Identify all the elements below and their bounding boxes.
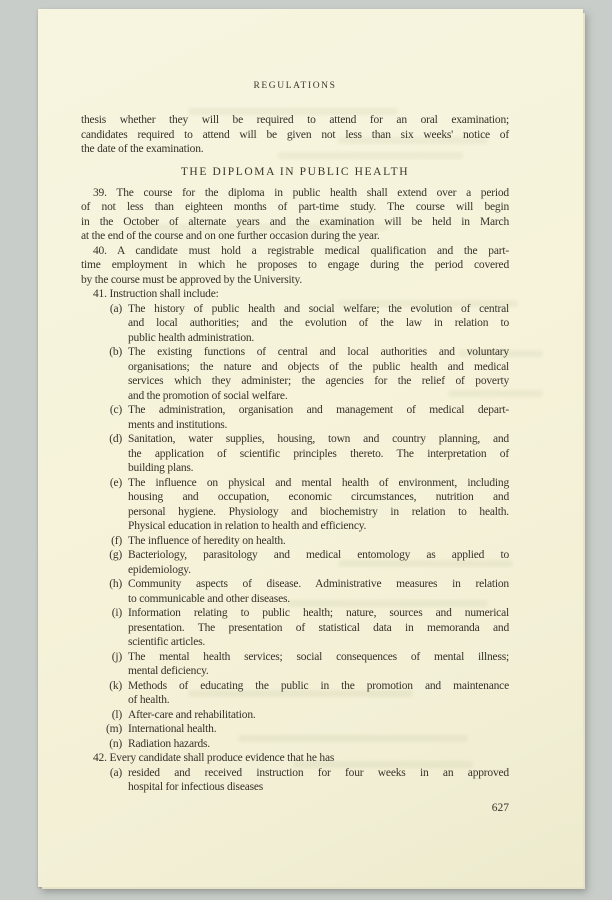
list-item [81, 577, 509, 606]
paragraph [81, 113, 509, 157]
text-line: After-care and rehabilitation. [128, 708, 256, 721]
text-line: of not less than eighteen months of part-time study. The course will begin [81, 201, 509, 213]
text-column [81, 9, 509, 815]
item-marker: (g) [109, 549, 122, 561]
text-line: Radiation hazards. [128, 737, 210, 750]
list-item [81, 476, 509, 534]
paragraph [81, 244, 509, 288]
list-item [81, 432, 509, 476]
text-line: the date of the examination. [81, 143, 204, 155]
item-marker: (f) [111, 534, 122, 547]
text-line: scientific articles. [128, 636, 206, 648]
text-line: epidemiology. [128, 563, 191, 576]
item-marker: (m) [105, 723, 122, 735]
item-marker: (j) [111, 650, 122, 663]
list-item [81, 548, 509, 577]
item-marker: (c) [109, 404, 122, 416]
text-line: of health. [128, 694, 170, 706]
item-marker: (e) [109, 476, 122, 489]
text-line: in the October of alternate years and the examination will be held in March [81, 215, 509, 228]
list-item [81, 403, 509, 432]
text-line: building plans. [128, 462, 194, 474]
list-item [81, 737, 509, 752]
text-line: thesis whether they will be required to attend for an oral examination; [81, 114, 509, 126]
list-item [81, 766, 509, 795]
paragraph [81, 287, 509, 302]
text-line: time employment in which he proposes to engage during the period covered [81, 259, 509, 271]
item-marker: (b) [109, 346, 122, 358]
text-line: to communicable and other diseases. [128, 592, 290, 605]
item-marker: (a) [109, 302, 122, 315]
list-item [81, 722, 509, 737]
text-line: ments and institutions. [128, 418, 228, 431]
list-item [81, 302, 509, 346]
text-line: organisations; the nature and objects of the public health and medical [128, 360, 509, 373]
text-line: The history of public health and social welfare; the evolution of central [128, 302, 509, 315]
text-line: 40. A candidate must hold a registrable medical qualification and the part- [93, 244, 509, 257]
text-line: mental deficiency. [128, 665, 209, 677]
text-line: by the course must be approved by the University. [81, 273, 302, 286]
item-marker: (l) [111, 708, 122, 721]
text-line: services which they administer; the agencies for the relief of poverty [128, 375, 509, 387]
item-marker: (a) [109, 766, 122, 779]
page-number: 627 [491, 801, 509, 814]
text-line: resided and received instruction for four weeks in an approved [128, 766, 509, 779]
text-line: candidates required to attend will be given not less than six weeks' notice of [81, 128, 509, 141]
list-item [81, 708, 509, 723]
text-line: Physical education in relation to health and efficiency. [128, 520, 367, 532]
list-item [81, 534, 509, 549]
text-line: presentation. The presentation of statistical data in memoranda and [128, 621, 509, 634]
text-line: Information relating to public health; nature, sources and numerical [128, 607, 509, 619]
item-marker: (k) [109, 679, 122, 692]
text-line: The mental health services; social consequences of mental illness; [128, 650, 509, 663]
text-line: 41. Instruction shall include: [93, 288, 219, 300]
text-line: The existing functions of central and local authorities and voluntary [128, 346, 509, 358]
paragraph [81, 751, 509, 766]
list-item [81, 679, 509, 708]
text-line: International health. [128, 723, 217, 735]
text-line: public health administration. [128, 331, 255, 344]
text-line: at the end of the course and on one further occasion during the year. [81, 230, 380, 242]
text-line: hospital for infectious diseases [128, 781, 264, 793]
text-line: The influence on physical and mental health of environment, including [128, 476, 509, 489]
paragraph [81, 186, 509, 244]
item-marker: (d) [109, 433, 122, 445]
text-line: Community aspects of disease. Administrative measures in relation [128, 578, 509, 590]
document-body [81, 113, 509, 795]
text-line: Methods of educating the public in the promotion and maintenance [128, 679, 509, 692]
text-line: The influence of heredity on health. [128, 534, 286, 547]
text-line: and local authorities; and the evolution of the law in relation to [128, 317, 509, 329]
text-line: personal hygiene. Physiology and biochemistry in relation to health. [128, 505, 509, 518]
item-marker: (i) [111, 607, 122, 619]
section-heading: THE DIPLOMA IN PUBLIC HEALTH [180, 165, 410, 178]
running-head: REGULATIONS [253, 81, 337, 91]
book-page [38, 9, 583, 887]
text-line: 39. The course for the diploma in public health shall extend over a period [93, 186, 509, 199]
text-line: Sanitation, water supplies, housing, town and country planning, and [128, 433, 509, 445]
text-line: and the promotion of social welfare. [128, 389, 288, 402]
item-marker: (h) [109, 578, 122, 590]
text-line: Bacteriology, parasitology and medical entomology as applied to [128, 549, 509, 561]
text-line: the application of scientific principles thereto. The interpretation of [128, 447, 509, 460]
list-item [81, 606, 509, 650]
text-line: The administration, organisation and management of medical depart- [128, 404, 509, 416]
list-item [81, 345, 509, 403]
list-item [81, 650, 509, 679]
item-marker: (n) [109, 737, 122, 750]
text-line: 42. Every candidate shall produce evidence that he has [93, 752, 335, 764]
text-line: housing and occupation, economic circumstances, nutrition and [128, 491, 509, 503]
